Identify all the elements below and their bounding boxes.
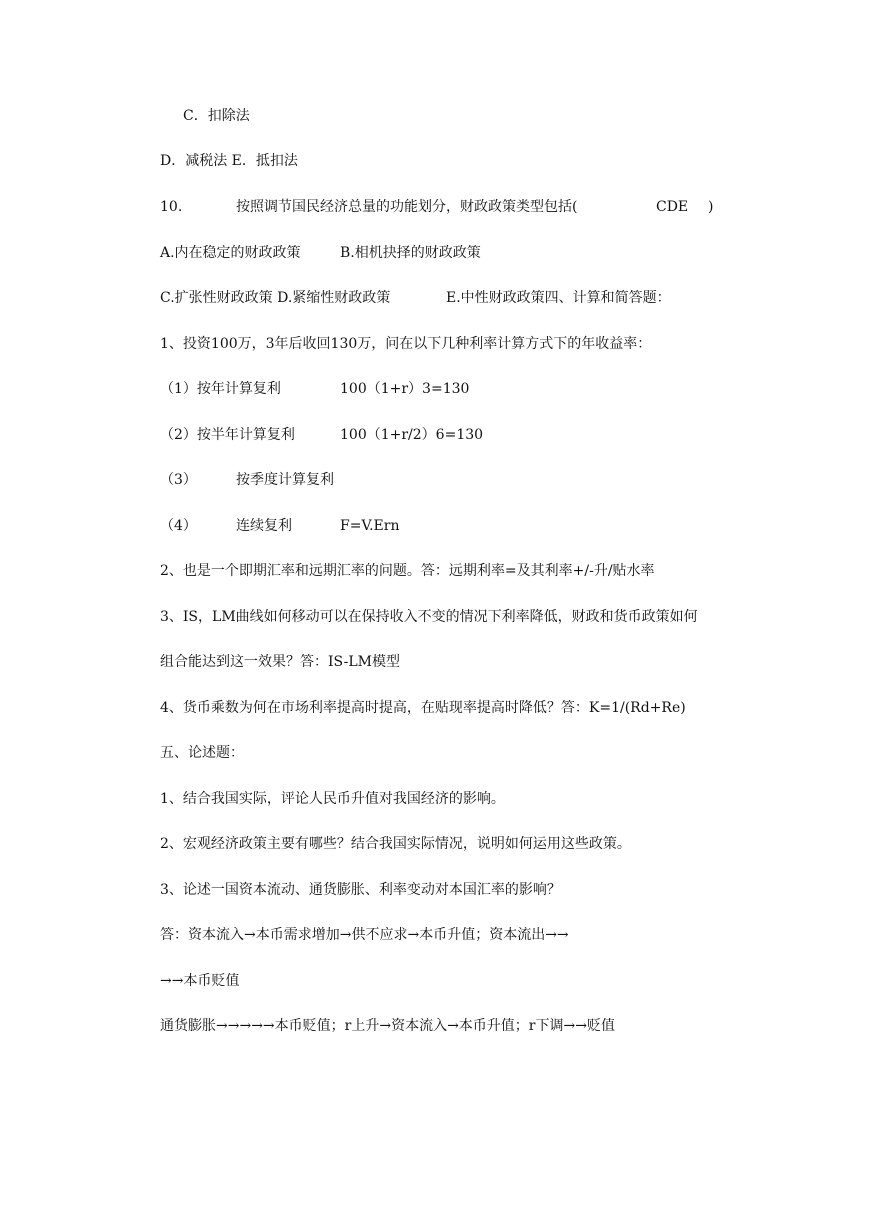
- question-10-answer: CDE: [656, 199, 689, 215]
- essay-question-2-text: 2、宏观经济政策主要有哪些？结合我国实际情况，说明如何运用这些政策。: [160, 836, 631, 852]
- option-e-and-section-four: E.中性财政政策四、计算和简答题：: [446, 290, 671, 306]
- calc-question-2-line: [0, 562, 869, 580]
- answer-line-3: [0, 1017, 869, 1035]
- option-c-line: [0, 107, 869, 125]
- calc-1-item-3-label: 按季度计算复利: [236, 472, 334, 488]
- calc-1-item-2-formula: 100（1+r/2）6=130: [340, 427, 484, 443]
- options-ab-line: [0, 244, 869, 262]
- essay-question-2-line: [0, 835, 869, 853]
- essay-question-3-text: 3、论述一国资本流动、通货膨胀、利率变动对本国汇率的影响？: [160, 882, 561, 898]
- section-five-heading: 五、论述题：: [160, 745, 244, 761]
- calc-question-2-text: 2、也是一个即期汇率和远期汇率的问题。答：远期利率=及其利率+/-升/贴水率: [160, 563, 655, 579]
- question-10-line: [0, 198, 869, 216]
- calc-1-item-4-label: 连续复利: [236, 518, 292, 534]
- calc-1-item-1-line: [0, 380, 869, 398]
- essay-question-3-line: [0, 881, 869, 899]
- answer-text-3: 通货膨胀→→→→→本币贬值；r上升→资本流入→本币升值；r下调→→贬值: [160, 1018, 615, 1034]
- calc-1-item-3-line: [0, 471, 869, 489]
- option-cd-text: C.扩张性财政政策 D.紧缩性财政政策: [160, 290, 391, 306]
- calc-1-item-4-formula: F=V.Ern: [340, 518, 400, 534]
- calc-question-3-line: [0, 608, 869, 626]
- calc-1-item-4-line: [0, 517, 869, 535]
- calc-1-item-2-label: （2）按半年计算复利: [160, 427, 295, 443]
- section-five-heading-line: [0, 744, 869, 762]
- option-a-text: A.内在稳定的财政政策: [160, 245, 301, 261]
- option-de-line: [0, 152, 869, 170]
- options-cde-line: [0, 289, 869, 307]
- calc-question-4-line: [0, 699, 869, 717]
- calc-1-item-1-formula: 100（1+r）3=130: [340, 381, 470, 397]
- essay-question-1-line: [0, 790, 869, 808]
- calc-question-4-text: 4、货币乘数为何在市场利率提高时提高，在贴现率提高时降低？答：K=1/(Rd+Re): [160, 700, 686, 716]
- option-b-text: B.相机抉择的财政政策: [340, 245, 481, 261]
- answer-text-1: 答：资本流入→本币需求增加→供不应求→本币升值；资本流出→→: [160, 927, 569, 943]
- calc-question-3-text: 3、IS，LM曲线如何移动可以在保持收入不变的情况下利率降低，财政和货币政策如何: [160, 609, 698, 625]
- calc-question-3-continued-line: [0, 653, 869, 671]
- calc-question-1-text: 1、投资100万，3年后收回130万，问在以下几种利率计算方式下的年收益率：: [160, 336, 652, 352]
- answer-line-1: [0, 926, 869, 944]
- calc-question-1-line: [0, 335, 869, 353]
- calc-1-item-1-label: （1）按年计算复利: [160, 381, 281, 397]
- essay-question-1-text: 1、结合我国实际，评论人民币升值对我国经济的影响。: [160, 791, 505, 807]
- calc-question-3-continued-text: 组合能达到这一效果？答：IS-LM模型: [160, 654, 400, 670]
- question-10-close-paren: ): [708, 199, 714, 215]
- calc-1-item-2-line: [0, 426, 869, 444]
- option-de-text: D．减税法 E．抵扣法: [160, 153, 298, 169]
- question-10-number: 10.: [160, 199, 183, 215]
- answer-line-2: [0, 972, 869, 990]
- calc-1-item-3-number: （3）: [160, 472, 197, 488]
- question-10-text: 按照调节国民经济总量的功能划分，财政政策类型包括(: [236, 199, 578, 215]
- answer-text-2: →→本币贬值: [160, 973, 240, 989]
- option-c-text: C．扣除法: [183, 108, 250, 124]
- calc-1-item-4-number: （4）: [160, 518, 197, 534]
